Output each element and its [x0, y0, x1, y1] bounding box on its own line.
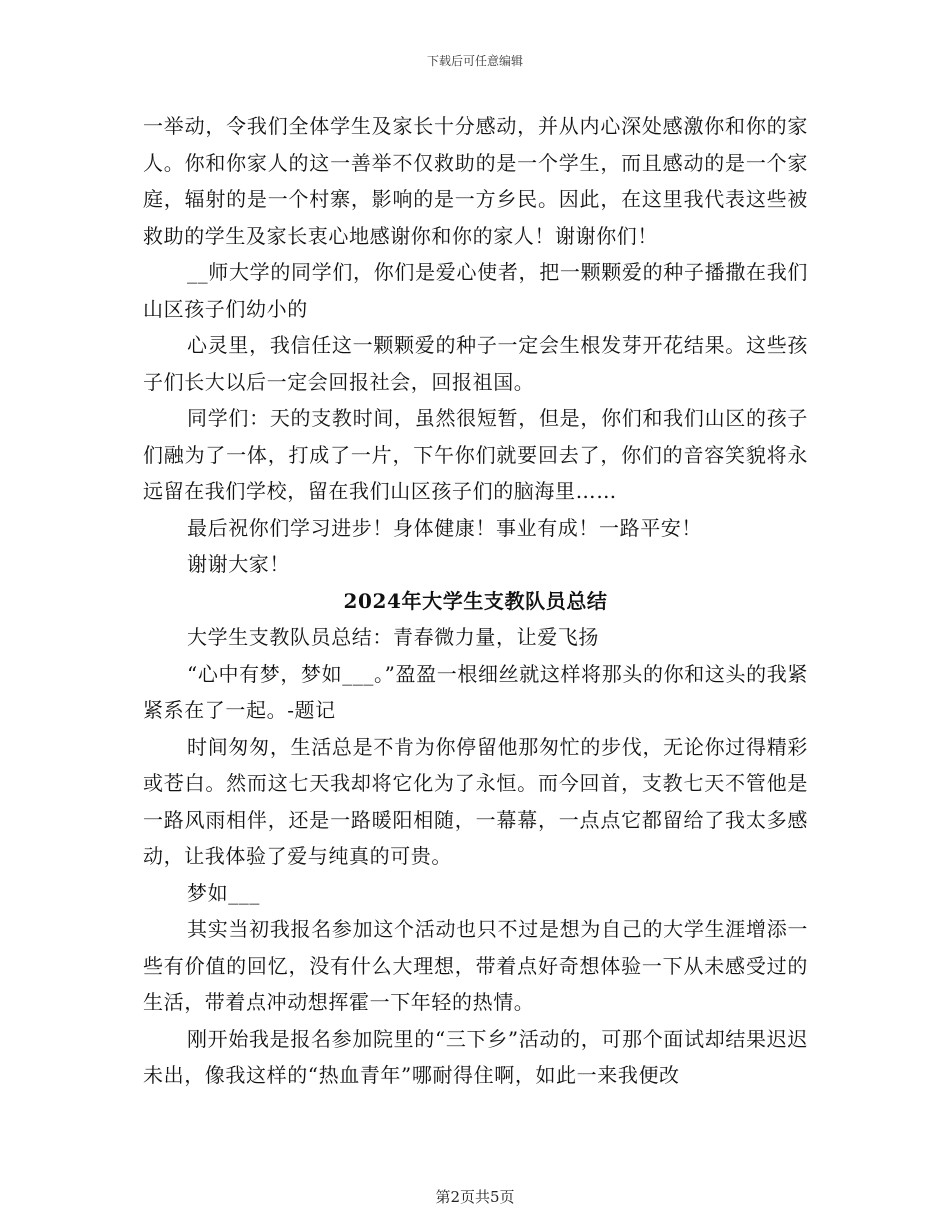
page-header: 下载后可任意编辑 [426, 54, 523, 68]
section-title: 2024年大学生支教队员总结 [343, 588, 608, 613]
paragraph: 梦如___ [187, 880, 260, 905]
paragraph: 同学们：天的支教时间，虽然很短暂，但是，你们和我们山区的孩子们融为了一体，打成了一片，下午你们就要回去了，你们的音容笑貌将永远留在我们学校，留在我们山区孩子们的脑海里…… [143, 406, 808, 503]
paragraph: 心灵里，我信任这一颗颗爱的种子一定会生根发芽开花结果。这些孩子们长大以后一定会回报社会，回报祖国。 [143, 333, 808, 394]
paragraph: 大学生支教队员总结：青春微力量，让爱飞扬 [187, 625, 599, 649]
paragraph: 谢谢大家！ [187, 552, 290, 576]
page-number: 第2页共5页 [435, 1188, 515, 1206]
paragraph: __师大学的同学们，你们是爱心使者，把一颗颗爱的种子播撒在我们山区孩子们幼小的 [143, 260, 808, 321]
paragraph: 最后祝你们学习进步！身体健康！事业有成！一路平安！ [187, 515, 702, 540]
paragraph: “心中有梦，梦如___。”盈盈一根细丝就这样将那头的你和这头的我紧紧系在了一起。-题记 [143, 661, 808, 722]
paragraph: 一举动，令我们全体学生及家长十分感动，并从内心深处感激你和你的家人。你和你家人的这一善举不仅救助的是一个学生，而且感动的是一个家庭，辐射的是一个村寨，影响的是一方乡民。因此，在这里我代表这些被救助的学生及家长衷心地感谢你和你的家人！谢谢你们！ [143, 114, 808, 248]
paragraph: 其实当初我报名参加这个活动也只不过是想为自己的大学生涯增添一些有价值的回忆，没有什么大理想，带着点好奇想体验一下从未感受过的生活，带着点冲动想挥霍一下年轻的热情。 [143, 917, 808, 1014]
paragraph: 刚开始我是报名参加院里的“三下乡”活动的，可那个面试却结果迟迟未出，像我这样的“热血青年”哪耐得住啊，如此一来我便改 [143, 1026, 808, 1087]
paragraph: 时间匆匆，生活总是不肯为你停留他那匆忙的步伐，无论你过得精彩或苍白。然而这七天我却将它化为了永恒。而今回首，支教七天不管他是一路风雨相伴，还是一路暖阳相随，一幕幕，一点点它都留给了我太多感动，让我体验了爱与纯真的可贵。 [143, 734, 808, 868]
document-body [143, 108, 808, 1094]
